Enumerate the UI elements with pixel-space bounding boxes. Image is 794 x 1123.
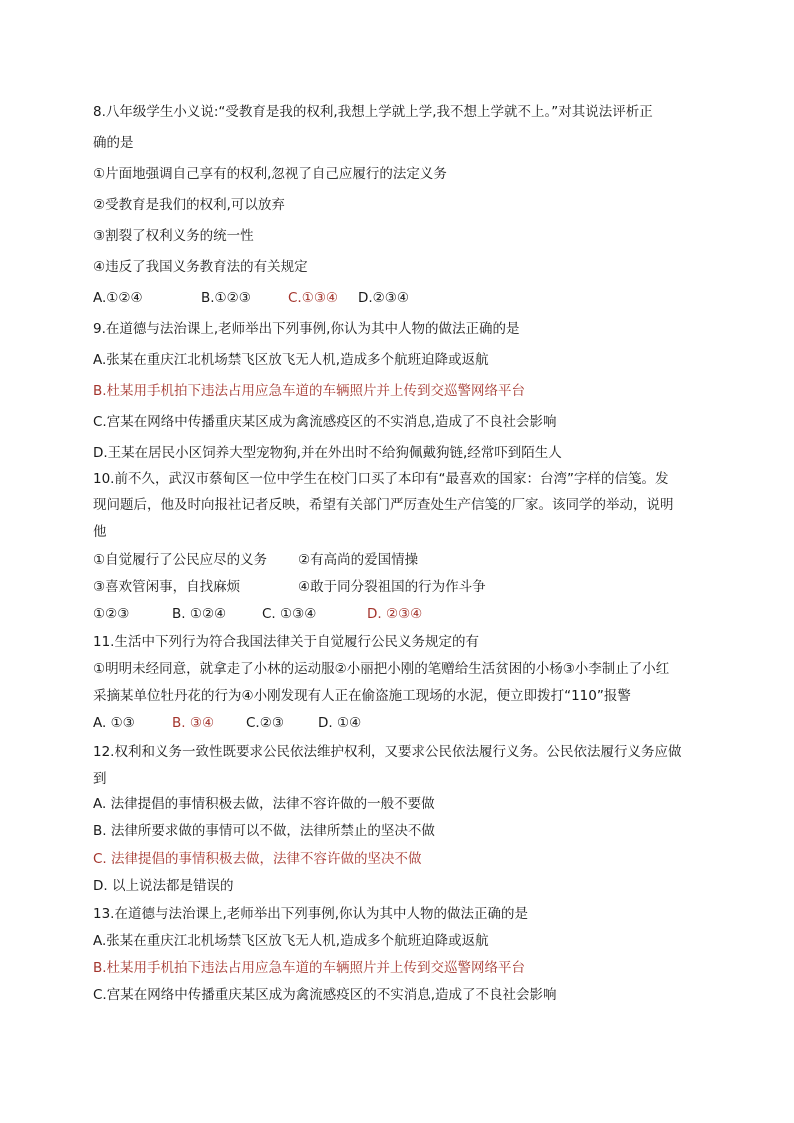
q8-item-1: ①片面地强调自己享有的权利,忽视了自己应履行的法定义务 — [93, 166, 447, 182]
q12-option-a: A. 法律提倡的事情积极去做，法律不容许做的一般不要做 — [93, 796, 435, 812]
q10-option-d-answer: D. ②③④ — [367, 606, 423, 622]
q12-stem-line1: 12.权利和义务一致性既要求公民依法维护权利，又要求公民依法履行义务。公民依法履行义务应做 — [93, 744, 682, 760]
q13-option-b-answer: B.杜某用手机拍下违法占用应急车道的车辆照片并上传到交巡警网络平台 — [93, 960, 526, 976]
q12-option-b: B. 法律所要求做的事情可以不做，法律所禁止的坚决不做 — [93, 823, 435, 839]
q10-option-a: ①②③ — [93, 606, 130, 622]
q8-option-a: A.①②④ — [93, 290, 143, 306]
q11-option-a: A. ①③ — [93, 715, 135, 731]
q13-stem: 13.在道德与法治课上,老师举出下列事例,你认为其中人物的做法正确的是 — [93, 906, 529, 922]
q9-option-a: A.张某在重庆江北机场禁飞区放飞无人机,造成多个航班迫降或返航 — [93, 352, 489, 368]
q8-stem-line1: 8.八年级学生小义说:“受教育是我的权利,我想上学就上学,我不想上学就不上。”对其说法评析正 — [93, 104, 653, 120]
q10-stem-line2: 现问题后，他及时向报社记者反映，希望有关部门严厉查处生产信笺的厂家。该同学的举动，说明 — [93, 497, 674, 513]
q10-item-4: ④敢于同分裂祖国的行为作斗争 — [298, 579, 486, 595]
q9-stem: 9.在道德与法治课上,老师举出下列事例,你认为其中人物的做法正确的是 — [93, 321, 520, 337]
q10-item-1: ①自觉履行了公民应尽的义务 — [93, 552, 268, 568]
q10-stem-line1: 10.前不久，武汉市蔡甸区一位中学生在校门口买了本印有“最喜欢的国家：台湾”字样的信笺。发 — [93, 471, 669, 487]
q8-stem-line2: 确的是 — [93, 135, 134, 151]
q11-body-line2: 采摘某单位牡丹花的行为④小刚发现有人正在偷盗施工现场的水泥，便立即拨打“110”报警 — [93, 688, 631, 704]
q11-option-c: C.②③ — [246, 715, 284, 731]
q11-option-b-answer: B. ③④ — [172, 715, 215, 731]
q8-item-4: ④违反了我国义务教育法的有关规定 — [93, 259, 308, 275]
q10-option-b: B. ①②④ — [172, 606, 227, 622]
q11-option-d: D. ①④ — [318, 715, 362, 731]
q12-option-c-answer: C. 法律提倡的事情积极去做，法律不容许做的坚决不做 — [93, 851, 422, 867]
q12-option-d: D. 以上说法都是错误的 — [93, 878, 234, 894]
q8-item-2: ②受教育是我们的权利,可以放弃 — [93, 197, 285, 213]
q13-option-c: C.宫某在网络中传播重庆某区成为禽流感疫区的不实消息,造成了不良社会影响 — [93, 987, 557, 1003]
q8-option-b: B.①②③ — [201, 290, 251, 306]
q9-option-c: C.宫某在网络中传播重庆某区成为禽流感疫区的不实消息,造成了不良社会影响 — [93, 414, 557, 430]
q11-stem: 11.生活中下列行为符合我国法律关于自觉履行公民义务规定的有 — [93, 634, 479, 650]
q10-item-2: ②有高尚的爱国情操 — [298, 552, 419, 568]
q12-stem-line2: 到 — [93, 771, 107, 787]
q9-option-d: D.王某在居民小区饲养大型宠物狗,并在外出时不给狗佩戴狗链,经常吓到陌生人 — [93, 445, 562, 461]
q13-option-a: A.张某在重庆江北机场禁飞区放飞无人机,造成多个航班迫降或返航 — [93, 933, 489, 949]
q10-stem-line3: 他 — [93, 524, 107, 540]
q8-option-d: D.②③④ — [358, 290, 409, 306]
q8-option-c-answer: C.①③④ — [288, 290, 339, 306]
q11-body-line1: ①明明未经同意，就拿走了小林的运动服②小丽把小刚的笔赠给生活贫困的小杨③小李制止了小红 — [93, 661, 670, 677]
q9-option-b-answer: B.杜某用手机拍下违法占用应急车道的车辆照片并上传到交巡警网络平台 — [93, 383, 526, 399]
q10-option-c: C. ①③④ — [262, 606, 317, 622]
q10-item-3: ③喜欢管闲事，自找麻烦 — [93, 579, 241, 595]
q8-item-3: ③割裂了权利义务的统一性 — [93, 228, 254, 244]
